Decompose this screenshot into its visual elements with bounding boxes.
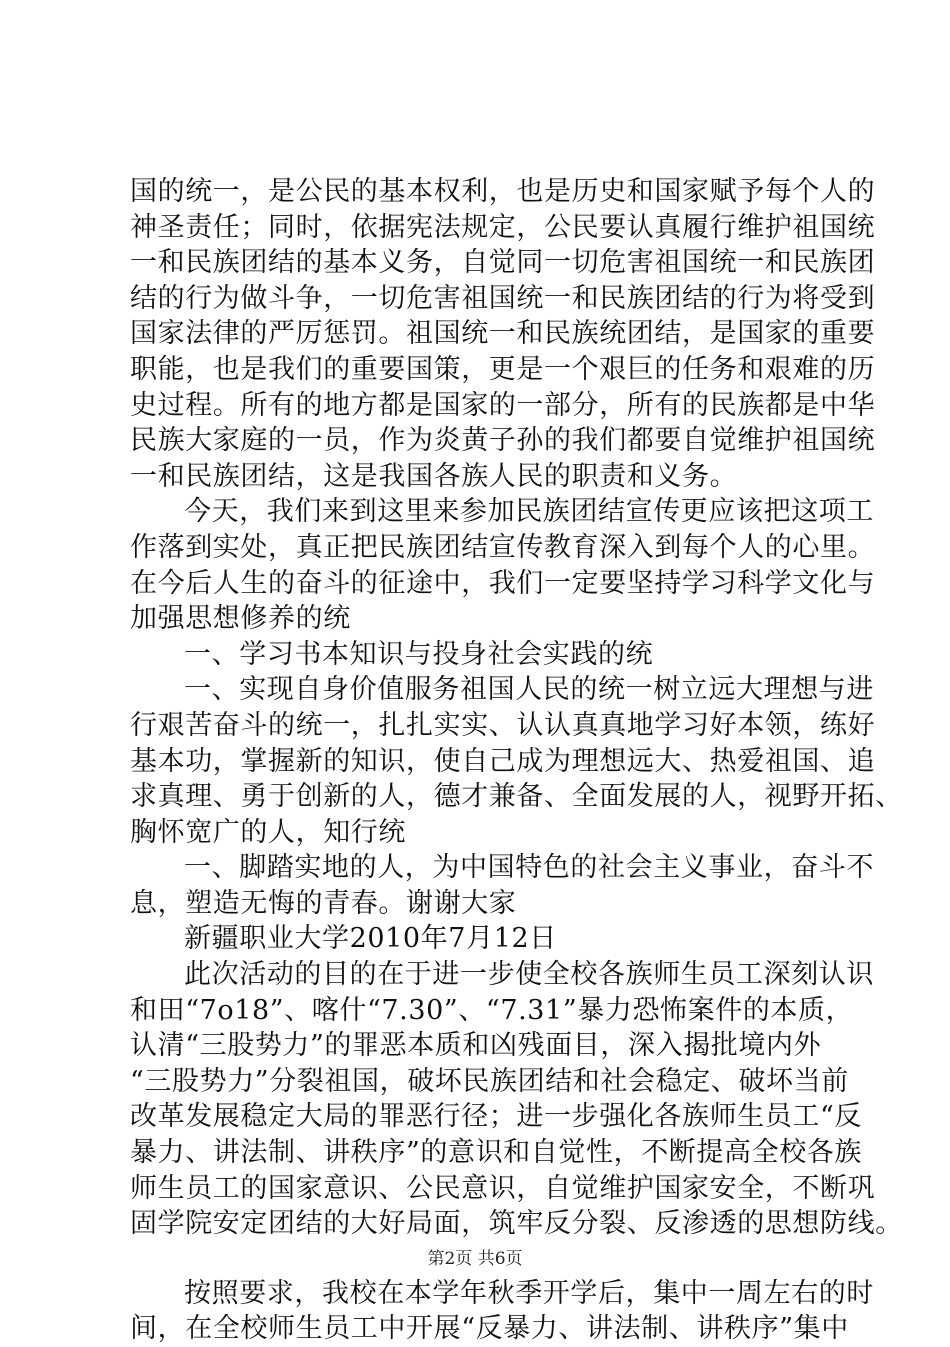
- text-line: 结的行为做斗争，一切危害祖国统一和民族团结的行为将受到: [130, 282, 876, 314]
- text-line: 求真理、勇于创新的人，德才兼备、全面发展的人，视野开拓、: [130, 781, 903, 813]
- text-line: 民族大家庭的一员，作为炎黄子孙的我们都要自觉维护祖国统: [130, 425, 876, 457]
- text-line: 职能，也是我们的重要国策，更是一个艰巨的任务和艰难的历: [130, 353, 876, 385]
- text-line: 神圣责任；同时，依据宪法规定，公民要认真履行维护祖国统: [130, 211, 876, 243]
- text-line: 一、学习书本知识与投身社会实践的统: [184, 638, 654, 670]
- page-number-footer: 第2页 共6页: [427, 1249, 523, 1269]
- text-line: 认清“三股势力”的罪恶本质和凶残面目，深入揭批境内外: [130, 1030, 822, 1062]
- text-line: 一、实现自身价值服务祖国人民的统一树立远大理想与进: [184, 674, 874, 706]
- text-line: 加强思想修养的统: [130, 603, 351, 635]
- text-line: 按照要求，我校在本学年秋季开学后，集中一周左右的时: [184, 1277, 874, 1309]
- text-line: 国家法律的严厉惩罚。祖国统一和民族统团结，是国家的重要: [130, 318, 876, 350]
- text-line: 在今后人生的奋斗的征途中，我们一定要坚持学习科学文化与: [130, 567, 876, 599]
- text-line: 间，在全校师生员工中开展“反暴力、讲法制、讲秩序”集中: [130, 1313, 849, 1345]
- text-line: 作落到实处，真正把民族团结宣传教育深入到每个人的心里。: [130, 531, 876, 563]
- document-body: [130, 174, 903, 1347]
- text-line: 一和民族团结的基本义务，自觉同一切危害祖国统一和民族团: [130, 247, 876, 279]
- text-line: 改革发展稳定大局的罪恶行径；进一步强化各族师生员工“反: [130, 1101, 863, 1133]
- text-line: 暴力、讲法制、讲秩序”的意识和自觉性，不断提高全校各族: [130, 1137, 863, 1169]
- text-line: 固学院安定团结的大好局面，筑牢反分裂、反渗透的思想防线。: [130, 1208, 903, 1240]
- text-line: 胸怀宽广的人，知行统: [130, 816, 406, 848]
- text-line: 史过程。所有的地方都是国家的一部分，所有的民族都是中华: [130, 389, 876, 421]
- text-line: 息，塑造无悔的青春。谢谢大家: [130, 887, 517, 919]
- text-line: 国的统一，是公民的基本权利，也是历史和国家赋予每个人的: [130, 176, 876, 207]
- text-line: 此次活动的目的在于进一步使全校各族师生员工深刻认识: [184, 959, 874, 991]
- signature-line: 新疆职业大学2010年7月12日: [184, 923, 557, 955]
- text-line: 一和民族团结，这是我国各族人民的职责和义务。: [130, 460, 738, 492]
- text-line: 今天，我们来到这里来参加民族团结宣传更应该把这项工: [184, 496, 874, 528]
- text-line: 行艰苦奋斗的统一，扎扎实实、认认真真地学习好本领，练好: [130, 709, 876, 741]
- text-line: 基本功，掌握新的知识，使自己成为理想远大、热爱祖国、追: [130, 745, 876, 777]
- text-line: 和田“7o18”、喀什“7.30”、“7.31”暴力恐怖案件的本质，: [130, 994, 854, 1026]
- text-line: “三股势力”分裂祖国，破坏民族团结和社会稳定、破坏当前: [130, 1065, 849, 1097]
- text-line: 一、脚踏实地的人，为中国特色的社会主义事业，奋斗不: [184, 852, 874, 884]
- text-line: 师生员工的国家意识、公民意识，自觉维护国家安全，不断巩: [130, 1172, 876, 1204]
